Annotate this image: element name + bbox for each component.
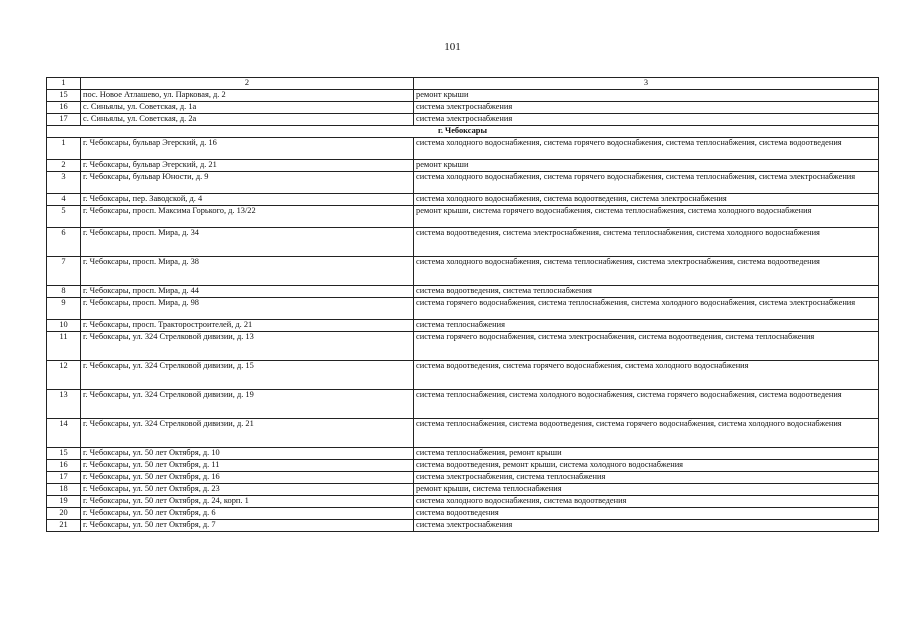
row-number: 17 [47,114,81,126]
row-works: система теплоснабжения, ремонт крыши [414,448,879,460]
table-row [47,257,879,286]
row-works: система холодного водоснабжения, система теплоснабжения, система электроснабжения, система водоотведения [414,257,879,286]
column-header: 1 [47,78,81,90]
row-number: 1 [47,138,81,160]
table-row [47,320,879,332]
row-number: 7 [47,257,81,286]
table-row [47,390,879,419]
row-address: г. Чебоксары, просп. Мира, д. 44 [81,286,414,298]
row-address: г. Чебоксары, ул. 50 лет Октября, д. 23 [81,484,414,496]
row-address: г. Чебоксары, ул. 324 Стрелковой дивизии, д. 21 [81,419,414,448]
row-address: г. Чебоксары, бульвар Эгерский, д. 21 [81,160,414,172]
row-works: система водоотведения, ремонт крыши, система холодного водоснабжения [414,460,879,472]
table-row [47,332,879,361]
section-header-row [47,126,879,138]
row-works: система электроснабжения [414,520,879,532]
row-number: 10 [47,320,81,332]
row-works: система горячего водоснабжения, система теплоснабжения, система холодного водоснабжения, система электроснабжения [414,298,879,320]
table-row [47,286,879,298]
row-works: система горячего водоснабжения, система электроснабжения, система водоотведения, система теплоснабжения [414,332,879,361]
column-header: 3 [414,78,879,90]
row-number: 16 [47,102,81,114]
table-row [47,228,879,257]
row-number: 16 [47,460,81,472]
table-row [47,520,879,532]
row-works: система электроснабжения [414,102,879,114]
row-number: 9 [47,298,81,320]
row-address: г. Чебоксары, просп. Мира, д. 38 [81,257,414,286]
row-address: г. Чебоксары, ул. 324 Стрелковой дивизии, д. 19 [81,390,414,419]
row-address: г. Чебоксары, просп. Максима Горького, д. 13/22 [81,206,414,228]
table-row [47,138,879,160]
row-address: г. Чебоксары, ул. 324 Стрелковой дивизии, д. 13 [81,332,414,361]
row-number: 11 [47,332,81,361]
row-number: 3 [47,172,81,194]
row-works: система холодного водоснабжения, система водоотведения [414,496,879,508]
row-works: ремонт крыши, система теплоснабжения [414,484,879,496]
row-address: г. Чебоксары, просп. Тракторостроителей, д. 21 [81,320,414,332]
row-number: 15 [47,448,81,460]
row-works: система теплоснабжения [414,320,879,332]
table-row [47,90,879,102]
table-row [47,160,879,172]
row-number: 6 [47,228,81,257]
row-address: г. Чебоксары, бульвар Юности, д. 9 [81,172,414,194]
row-works: система водоотведения, система теплоснабжения [414,286,879,298]
table-row [47,114,879,126]
row-address: г. Чебоксары, ул. 50 лет Октября, д. 16 [81,472,414,484]
row-works: ремонт крыши [414,160,879,172]
row-number: 8 [47,286,81,298]
table-row [47,484,879,496]
row-number: 15 [47,90,81,102]
row-address: г. Чебоксары, просп. Мира, д. 98 [81,298,414,320]
table-row [47,194,879,206]
row-works: система теплоснабжения, система холодного водоснабжения, система горячего водоснабжения, система водоотведения [414,390,879,419]
row-address: г. Чебоксары, бульвар Эгерский, д. 16 [81,138,414,160]
row-number: 17 [47,472,81,484]
table-row [47,448,879,460]
row-works: система электроснабжения [414,114,879,126]
row-works: ремонт крыши, система горячего водоснабжения, система теплоснабжения, система холодного водоснабжения [414,206,879,228]
row-number: 21 [47,520,81,532]
row-number: 2 [47,160,81,172]
row-works: система теплоснабжения, система водоотведения, система горячего водоснабжения, система холодного водоснабжения [414,419,879,448]
table-row [47,508,879,520]
row-number: 18 [47,484,81,496]
row-address: г. Чебоксары, просп. Мира, д. 34 [81,228,414,257]
row-number: 13 [47,390,81,419]
column-header: 2 [81,78,414,90]
row-address: г. Чебоксары, ул. 50 лет Октября, д. 11 [81,460,414,472]
row-works: система водоотведения [414,508,879,520]
row-works: система холодного водоснабжения, система горячего водоснабжения, система теплоснабжения, система электроснабжения [414,172,879,194]
table-row [47,102,879,114]
row-works: система холодного водоснабжения, система водоотведения, система электроснабжения [414,194,879,206]
row-works: система водоотведения, система электроснабжения, система теплоснабжения, система холодного водоснабжения [414,228,879,257]
row-address: с. Синьялы, ул. Советская, д. 2а [81,114,414,126]
row-works: система электроснабжения, система теплоснабжения [414,472,879,484]
row-works: система водоотведения, система горячего водоснабжения, система холодного водоснабжения [414,361,879,390]
table-row [47,460,879,472]
row-address: с. Синьялы, ул. Советская, д. 1а [81,102,414,114]
table-row [47,298,879,320]
row-number: 5 [47,206,81,228]
table-row [47,496,879,508]
row-number: 19 [47,496,81,508]
row-address: г. Чебоксары, пер. Заводской, д. 4 [81,194,414,206]
section-title: г. Чебоксары [47,126,879,138]
table-header-row [47,78,879,90]
table-row [47,361,879,390]
row-number: 4 [47,194,81,206]
row-address: г. Чебоксары, ул. 50 лет Октября, д. 7 [81,520,414,532]
row-works: система холодного водоснабжения, система горячего водоснабжения, система теплоснабжения, система водоотведения [414,138,879,160]
row-address: пос. Новое Атлашево, ул. Парковая, д. 2 [81,90,414,102]
row-number: 14 [47,419,81,448]
page-number: 101 [444,41,461,53]
row-works: ремонт крыши [414,90,879,102]
row-number: 12 [47,361,81,390]
row-address: г. Чебоксары, ул. 50 лет Октября, д. 24, корп. 1 [81,496,414,508]
row-number: 20 [47,508,81,520]
registry-table [46,77,879,532]
table-row [47,472,879,484]
table-row [47,172,879,194]
row-address: г. Чебоксары, ул. 50 лет Октября, д. 6 [81,508,414,520]
row-address: г. Чебоксары, ул. 50 лет Октября, д. 10 [81,448,414,460]
table-row [47,206,879,228]
row-address: г. Чебоксары, ул. 324 Стрелковой дивизии, д. 15 [81,361,414,390]
table-row [47,419,879,448]
